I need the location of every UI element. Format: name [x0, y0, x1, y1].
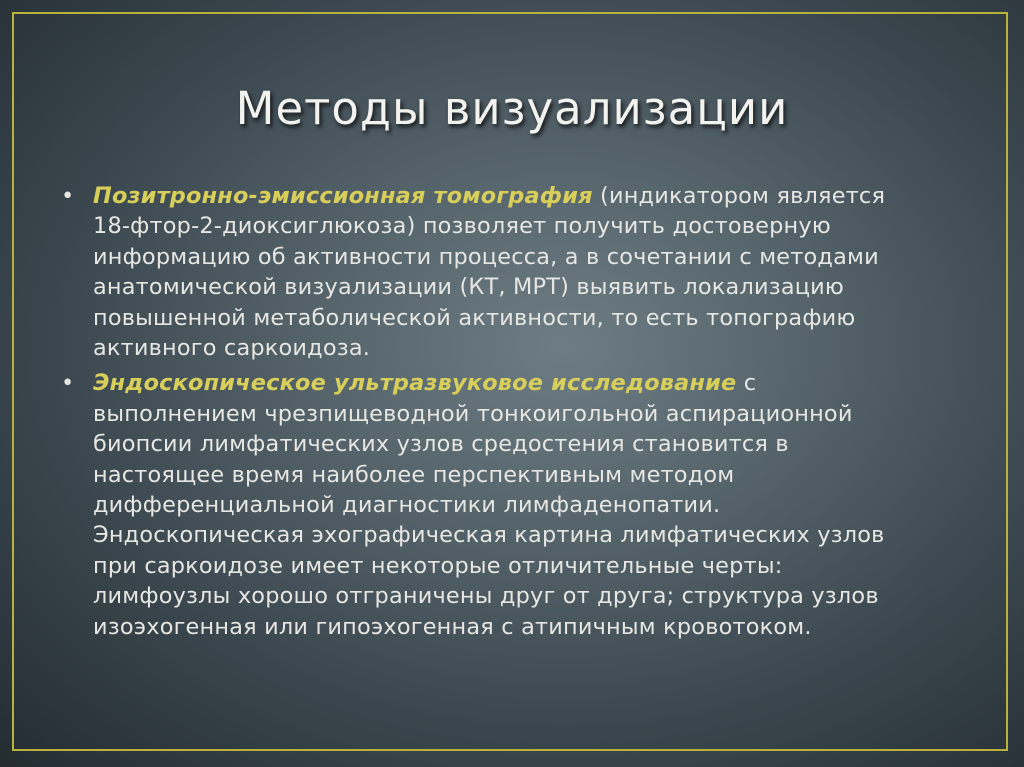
- bullet-line: повышенной метаболической активности, то есть топографию: [93, 304, 856, 331]
- bullet-line: лимфоузлы хорошо отграничены друг от друга; структура узлов: [93, 583, 879, 610]
- bullet-item-pet: [55, 181, 975, 363]
- bullet-line: при саркоидозе имеет некоторые отличительные черты:: [93, 552, 783, 579]
- bullet-term: Эндоскопическое ультразвуковое исследование: [93, 370, 737, 397]
- bullet-line: настоящее время наиболее перспективным методом: [93, 461, 735, 488]
- bullet-line: [93, 181, 975, 211]
- bullet-text: с: [736, 370, 757, 397]
- bullet-term: Позитронно-эмиссионная томография: [93, 183, 593, 209]
- bullet-line: [93, 368, 975, 398]
- bullet-line: информацию об активности процесса, а в сочетании с методами: [93, 243, 879, 270]
- bullet-item-eus: [55, 368, 975, 642]
- bullet-line: активного саркоидоза.: [93, 335, 371, 362]
- bullet-icon: •: [61, 370, 75, 397]
- bullet-line: дифференциальной диагностики лимфаденопатии.: [93, 492, 721, 519]
- bullet-line: биопсии лимфатических узлов средостения становится в: [93, 431, 789, 458]
- bullet-icon: •: [61, 183, 75, 209]
- bullet-line: 18-фтор-2-диоксиглюкоза) позволяет получить достоверную: [93, 213, 831, 240]
- bullet-text: (индикатором является: [592, 183, 886, 209]
- bullet-line: изоэхогенная или гипоэхогенная с атипичным кровотоком.: [93, 613, 812, 640]
- slide-body: [55, 181, 975, 647]
- bullet-line: выполнением чрезпищеводной тонкоигольной аспирационной: [93, 400, 853, 427]
- slide-title: Методы визуализации: [235, 82, 789, 135]
- bullet-line: анатомической визуализации (КТ, МРТ) выявить локализацию: [93, 274, 844, 301]
- bullet-line: Эндоскопическая эхографическая картина лимфатических узлов: [93, 522, 885, 549]
